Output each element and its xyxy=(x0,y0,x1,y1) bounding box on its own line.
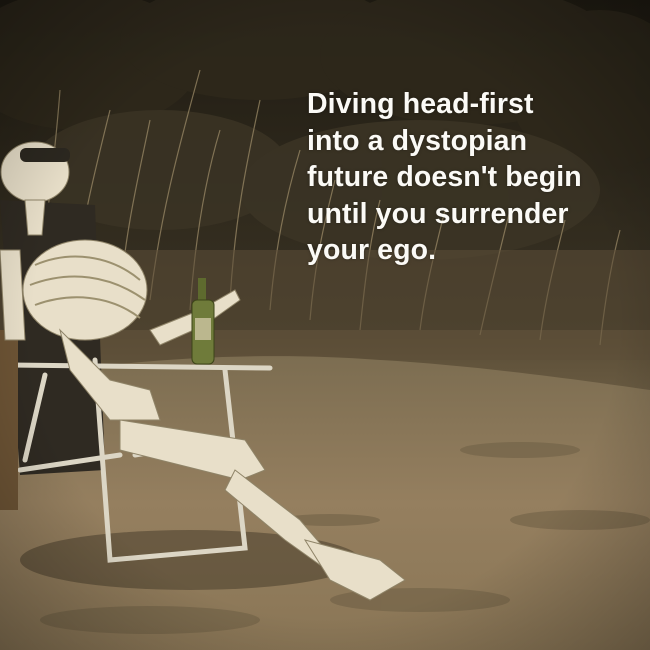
quote-line: until you surrender xyxy=(307,197,569,230)
quote-line: future doesn't begin xyxy=(307,161,582,193)
quote-line: into a dystopian xyxy=(307,124,528,157)
quote-line: Diving head-first xyxy=(307,88,534,120)
quote-text xyxy=(307,86,637,269)
quote-line: your ego. xyxy=(307,234,437,266)
